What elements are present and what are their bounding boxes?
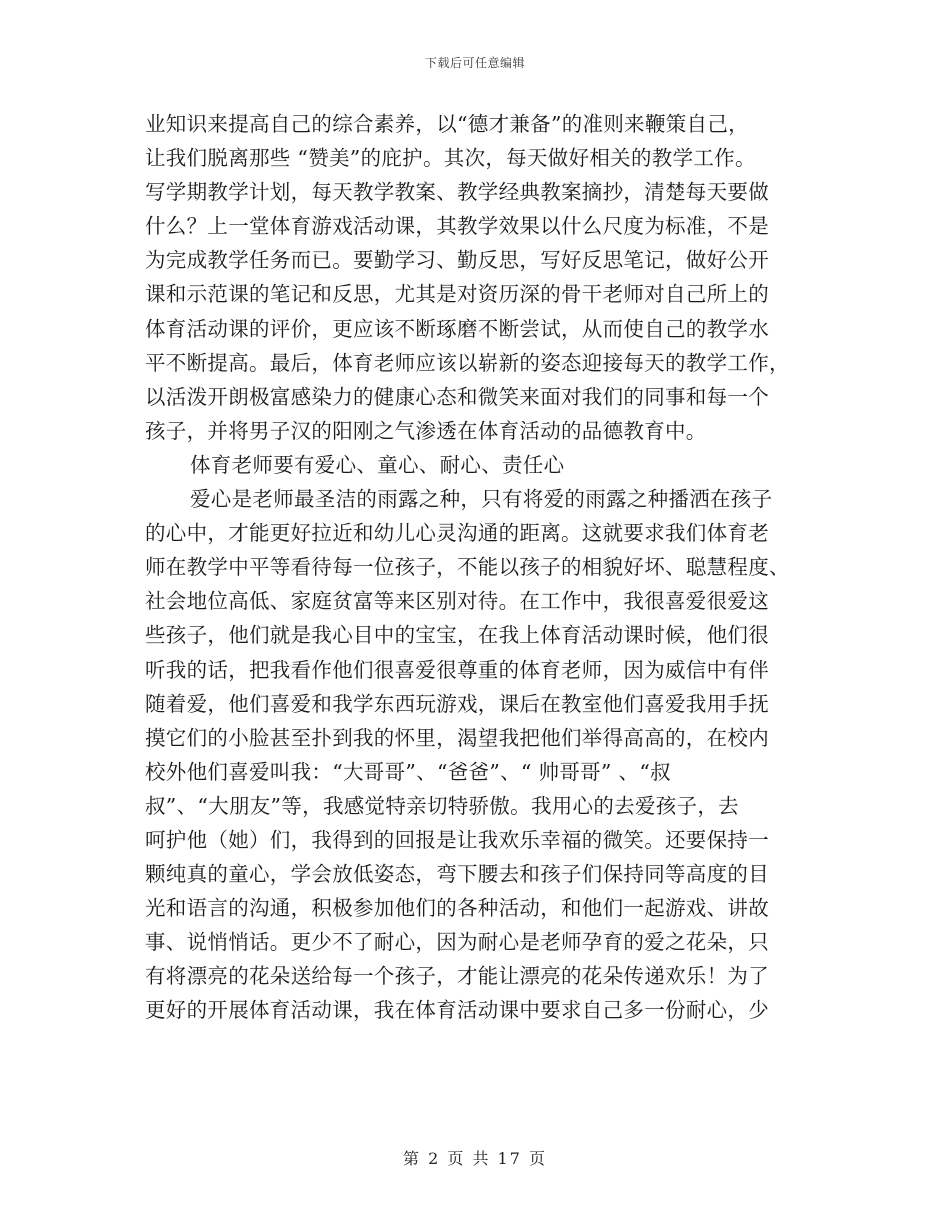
- body-line: 什么？上一堂体育游戏活动课，其教学效果以什么尺度为标准，不是: [145, 214, 769, 239]
- body-line: 体育活动课的评价，更应该不断琢磨不断尝试，从而使自己的教学水: [145, 316, 769, 341]
- body-line: 写学期教学计划，每天教学教案、教学经典教案摘抄，清楚每天要做: [145, 180, 769, 205]
- body-line: 摸它们的小脸甚至扑到我的怀里，渴望我把他们举得高高的，在校内: [145, 725, 769, 750]
- body-line: 颗纯真的童心，学会放低姿态，弯下腰去和孩子们保持同等高度的目: [145, 862, 769, 887]
- body-line: 叔”、“大朋友”等，我感觉特亲切特骄傲。我用心的去爱孩子，去: [145, 793, 739, 818]
- body-line: 的心中，才能更好拉近和幼儿心灵沟通的距离。这就要求我们体育老: [145, 521, 769, 546]
- body-line: 平不断提高。最后，体育老师应该以崭新的姿态迎接每天的教学工作，: [145, 350, 790, 375]
- body-line: 孩子，并将男子汉的阳刚之气渗透在体育活动的品德教育中。: [145, 418, 707, 443]
- body-line: 以活泼开朗极富感染力的健康心态和微笑来面对我们的同事和每一个: [145, 384, 769, 409]
- body-line: 为完成教学任务而已。要勤学习、勤反思，写好反思笔记，做好公开: [145, 248, 769, 273]
- section-heading: 体育老师要有爱心、童心、耐心、责任心: [190, 452, 565, 477]
- body-line: 师在教学中平等看待每一位孩子，不能以孩子的相貌好坏、聪慧程度、: [145, 555, 790, 580]
- page-header: 下载后可任意编辑: [424, 56, 525, 70]
- body-line: 些孩子，他们就是我心目中的宝宝，在我上体育活动课时候，他们很: [145, 623, 769, 648]
- body-line: 业知识来提高自己的综合素养，以“德才兼备”的准则来鞭策自己，: [145, 112, 749, 136]
- body-line: 有将漂亮的花朵送给每一个孩子，才能让漂亮的花朵传递欢乐！为了: [145, 964, 769, 989]
- document-body: [145, 107, 800, 1028]
- body-line: 让我们脱离那些 “赞美”的庇护。其次，每天做好相关的教学工作。: [145, 146, 756, 171]
- body-line: 校外他们喜爱叫我：“大哥哥”、“爸爸”、“ 帅哥哥” 、“叔: [145, 759, 671, 784]
- page-number-footer: 第 2 页 共 17 页: [403, 1149, 547, 1168]
- body-line: 呵护他（她）们，我得到的回报是让我欢乐幸福的微笑。还要保持一: [145, 827, 769, 852]
- body-line: 随着爱，他们喜爱和我学东西玩游戏，课后在教室他们喜爱我用手抚: [145, 691, 769, 716]
- body-line: 光和语言的沟通，积极参加他们的各种活动，和他们一起游戏、讲故: [145, 896, 769, 921]
- body-line: 社会地位高低、家庭贫富等来区别对待。在工作中，我很喜爱很爱这: [145, 589, 769, 614]
- body-line: 听我的话，把我看作他们很喜爱很尊重的体育老师，因为威信中有伴: [145, 657, 769, 682]
- paragraph-start-line: 爱心是老师最圣洁的雨露之种，只有将爱的雨露之种播洒在孩子: [190, 487, 773, 512]
- body-line: 更好的开展体育活动课，我在体育活动课中要求自己多一份耐心，少: [145, 998, 769, 1023]
- body-line: 事、说悄悄话。更少不了耐心，因为耐心是老师孕育的爱之花朵，只: [145, 930, 769, 955]
- body-line: 课和示范课的笔记和反思，尤其是对资历深的骨干老师对自己所上的: [145, 282, 769, 307]
